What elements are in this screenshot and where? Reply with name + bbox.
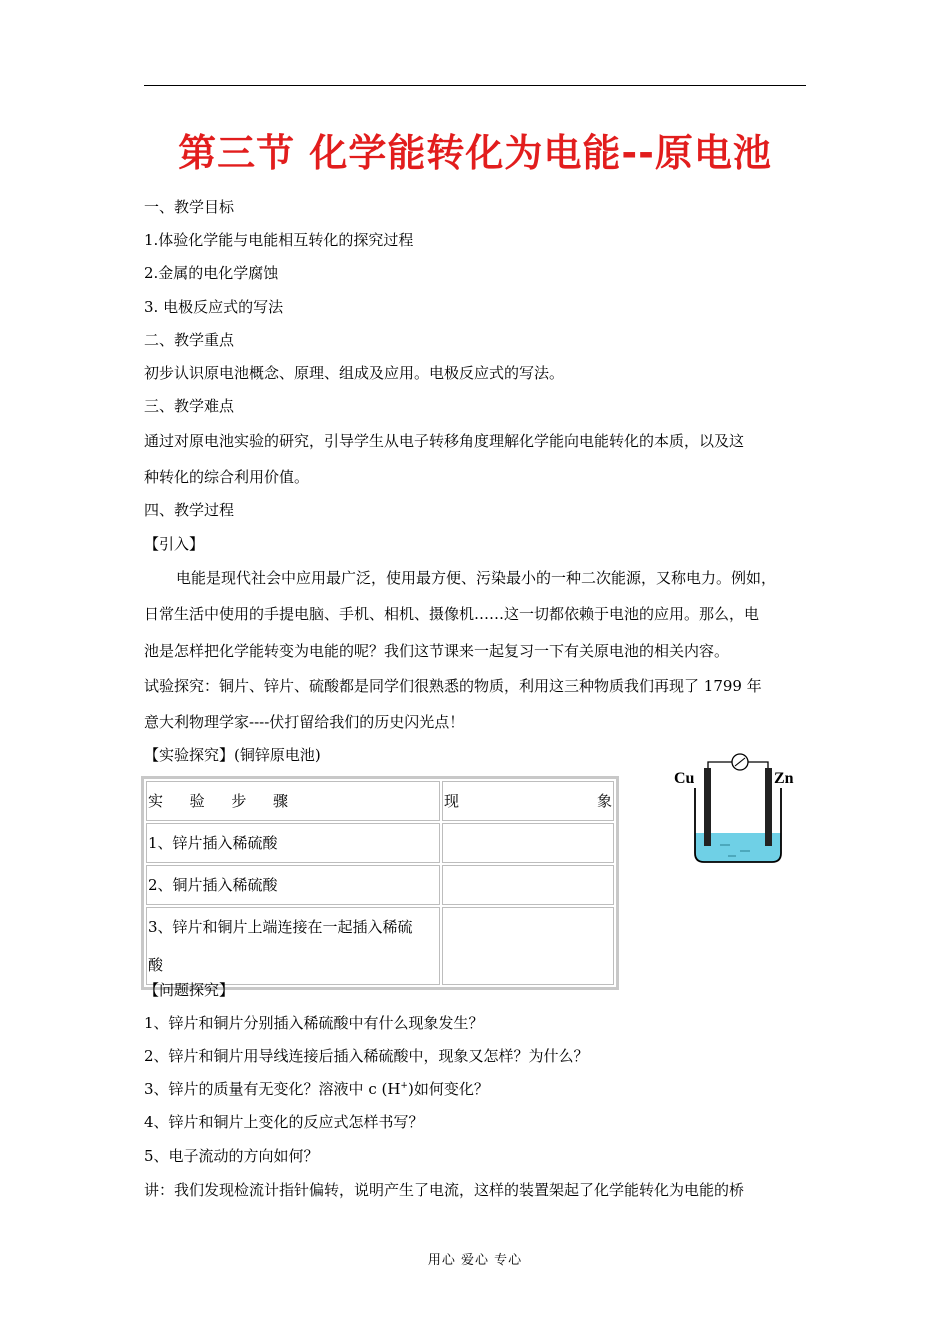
key-points-text: 初步认识原电池概念、原理、组成及应用。电极反应式的写法。 [144, 364, 565, 382]
zinc-label: Zn [774, 770, 794, 787]
questions-label: 【问题探究】 [144, 981, 235, 999]
intro-line: 日常生活中使用的手提电脑、手机、相机、摄像机……这一切都依赖于电池的应用。那么，电 [144, 605, 760, 623]
intro-label: 【引入】 [144, 535, 205, 553]
question-item: 2、锌片和铜片用导线连接后插入稀硫酸中，现象又怎样？为什么？ [144, 1047, 589, 1065]
zinc-electrode [765, 768, 772, 846]
table-row [146, 865, 614, 905]
difficulties-heading: 三、教学难点 [144, 397, 235, 415]
table-cell-step: 3、锌片和铜片上端连接在一起插入稀硫 酸 [146, 907, 440, 985]
experiment-label: 【实验探究】(铜锌原电池) [144, 746, 321, 764]
table-cell-phenomenon [442, 865, 614, 905]
copper-electrode [704, 768, 711, 846]
table-cell-step: 2、铜片插入稀硫酸 [146, 865, 440, 905]
table-cell-phenomenon [442, 907, 614, 985]
page-footer: 用心 爱心 专心 [427, 1253, 523, 1268]
question-item: 1、锌片和铜片分别插入稀硫酸中有什么现象发生？ [144, 1014, 484, 1032]
intro-line: 电能是现代社会中应用最广泛，使用最方便、污染最小的一种二次能源，又称电力。例如， [176, 569, 777, 587]
experiment-table [141, 776, 619, 990]
trial-line: 试验探究：铜片、锌片、硫酸都是同学们很熟悉的物质，利用这三种物质我们再现了 1799 年 [144, 677, 762, 695]
objectives-heading: 一、教学目标 [144, 198, 235, 216]
key-points-heading: 二、教学重点 [144, 331, 235, 349]
question-item: 5、电子流动的方向如何？ [144, 1147, 319, 1165]
objective-item: 3. 电极反应式的写法 [144, 298, 284, 316]
table-row [146, 823, 614, 863]
trial-line: 意大利物理学家----伏打留给我们的历史闪光点！ [144, 713, 465, 731]
question-item: 4、锌片和铜片上变化的反应式怎样书写？ [144, 1113, 424, 1131]
process-heading: 四、教学过程 [144, 501, 235, 519]
galvanic-cell-diagram [670, 750, 800, 870]
table-cell-phenomenon [442, 823, 614, 863]
copper-label: Cu [674, 770, 695, 787]
header-rule [144, 85, 806, 86]
difficulties-line: 通过对原电池实验的研究，引导学生从电子转移角度理解化学能向电能转化的本质，以及这 [144, 432, 745, 450]
intro-line: 池是怎样把化学能转变为电能的呢？我们这节课来一起复习一下有关原电池的相关内容。 [144, 642, 730, 660]
explanation-line: 讲：我们发现检流计指针偏转，说明产生了电流，这样的装置架起了化学能转化为电能的桥 [144, 1181, 745, 1199]
table-header-row [146, 781, 614, 821]
table-header-steps: 实 验 步 骤 [146, 781, 440, 821]
objective-item: 1.体验化学能与电能相互转化的探究过程 [144, 231, 414, 249]
difficulties-line: 种转化的综合利用价值。 [144, 468, 310, 486]
question-item: 3、锌片的质量有无变化？溶液中 c (H+)如何变化？ [144, 1080, 489, 1098]
table-header-phenomenon: 现 象 [442, 781, 614, 821]
table-cell-step: 1、锌片插入稀硫酸 [146, 823, 440, 863]
table-row [146, 907, 614, 985]
objective-item: 2.金属的电化学腐蚀 [144, 264, 279, 282]
page-title: 第三节 化学能转化为电能--原电池 [178, 131, 772, 175]
wire [708, 762, 732, 815]
